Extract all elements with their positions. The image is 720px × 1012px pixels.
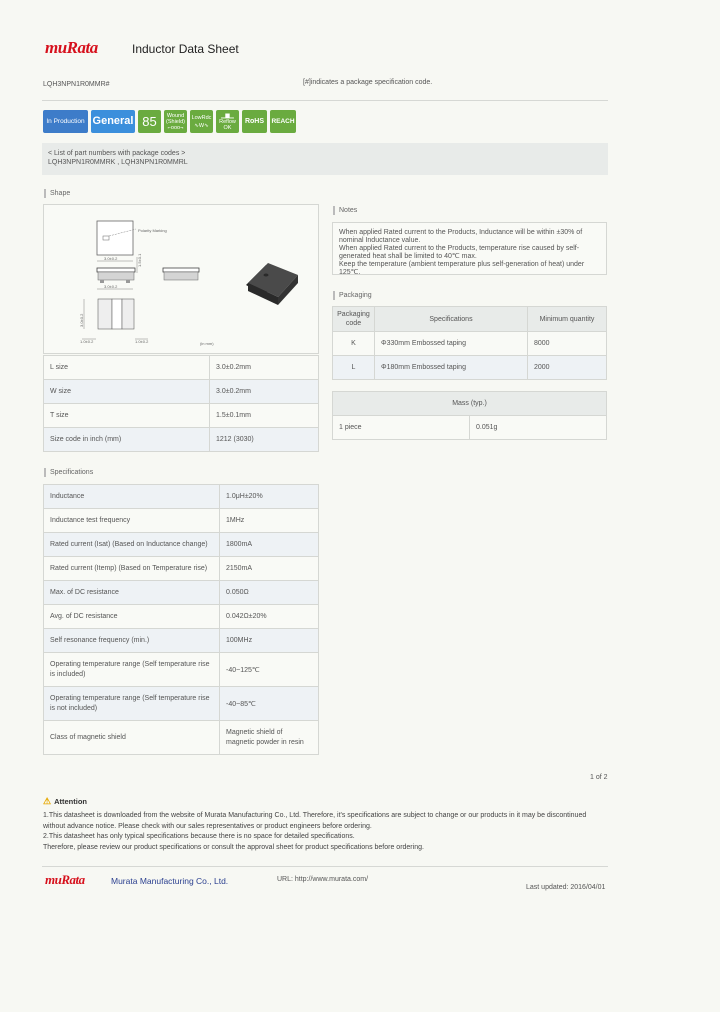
table-row: K Φ330mm Embossed taping 8000: [333, 332, 607, 356]
page-indicator: 1 of 2: [590, 774, 608, 781]
svg-text:3.0±0.2: 3.0±0.2: [104, 256, 118, 261]
notes-box: [332, 222, 607, 275]
table-row: Rated current (Itemp) (Based on Temperature rise) 2150mA: [44, 557, 319, 581]
badge-rohs: RoHS: [242, 110, 267, 133]
last-updated: Last updated: 2016/04/01: [526, 884, 606, 891]
murata-logo: muRata: [45, 38, 98, 57]
reflow-icon: ▁▆▁ Reflow OK: [219, 112, 236, 131]
table-row: Operating temperature range (Self temperature rise is included) -40~125℃: [44, 653, 319, 687]
footer-url[interactable]: URL: http://www.murata.com/: [277, 876, 369, 883]
table-header-row: Packaging code Specifications Minimum quantity: [333, 307, 607, 332]
attention-line: 2.This datasheet has only typical specifications because there is no space for detailed specifications.: [43, 833, 355, 840]
badge-reach: REACH: [270, 110, 296, 133]
part-list-box: [42, 143, 608, 175]
attention-line: Therefore, please review our product specifications or consult the approval sheet for product specifications before ordering.: [43, 843, 424, 851]
shape-table: [43, 355, 319, 452]
svg-text:3.0±0.2: 3.0±0.2: [104, 284, 118, 289]
table-row: Inductance 1.0μH±20%: [44, 485, 319, 509]
part-list-parts: LQH3NPN1R0MMRK , LQH3NPN1R0MMRL: [48, 159, 188, 166]
attention-text: [43, 811, 613, 853]
shape-diagram: [43, 204, 319, 354]
svg-text:(in mm): (in mm): [200, 341, 214, 346]
status-badge-in-production: In Production: [43, 110, 88, 133]
table-row: Operating temperature range (Self temperature rise is not included) -40~85℃: [44, 687, 319, 721]
table-row: T size 1.5±0.1mm: [44, 404, 319, 428]
specifications-section-label: Specifications: [44, 468, 93, 477]
package-note: [#]indicates a package specification code.: [303, 79, 433, 86]
svg-text:1.0±0.2: 1.0±0.2: [135, 339, 149, 344]
table-row: Size code in inch (mm) 1212 (3030): [44, 428, 319, 452]
packaging-section-label: Packaging: [333, 291, 372, 300]
part-number: LQH3NPN1R0MMR#: [43, 81, 110, 88]
table-row: 1 piece 0.051g: [333, 416, 607, 440]
note-line: When applied Rated current to the Products, temperature rise caused by self-generated heat shall be limited to 40℃ max.: [339, 245, 580, 260]
table-row: L Φ180mm Embossed taping 2000: [333, 356, 607, 380]
table-row: Avg. of DC resistance 0.042Ω±20%: [44, 605, 319, 629]
mass-table: [332, 391, 607, 440]
badge-reflow-ok: [216, 110, 239, 133]
attention-line: 1.This datasheet is downloaded from the website of Murata Manufacturing Co., Ltd. Therefore, it's specifications are subject to change or our products in it may be discontinued: [43, 812, 587, 819]
table-row: W size 3.0±0.2mm: [44, 380, 319, 404]
packaging-table: [332, 306, 607, 380]
table-row: Inductance test frequency 1MHz: [44, 509, 319, 533]
badge-wound-shield: [164, 110, 187, 133]
dimension-drawing: [44, 205, 320, 355]
svg-text:3.0±0.2: 3.0±0.2: [79, 313, 84, 327]
note-line: Keep the temperature (ambient temperature plus self-generation of heat) under 125℃.: [339, 261, 585, 276]
wound-shield-icon: Wound (Shield) ⌐ooo¬: [166, 112, 185, 131]
svg-text:1.5±0.1: 1.5±0.1: [137, 253, 142, 267]
footer-company: Murata Manufacturing Co., Ltd.: [111, 876, 229, 886]
table-row: Rated current (Isat) (Based on Inductance change) 1800mA: [44, 533, 319, 557]
low-rdc-icon: LowRdc ∿W∿: [191, 114, 212, 129]
inductor-photo: [246, 263, 298, 305]
svg-text:1.0±0.2: 1.0±0.2: [80, 339, 94, 344]
table-header-row: Mass (typ.): [333, 392, 607, 416]
svg-text:Polarity Marking: Polarity Marking: [138, 228, 167, 233]
footer-divider: [42, 866, 608, 867]
attention-line: without advance notice. Please check with our sales representatives or product engineers before ordering.: [43, 822, 372, 830]
table-row: Self resonance frequency (min.) 100MHz: [44, 629, 319, 653]
table-row: L size 3.0±0.2mm: [44, 356, 319, 380]
notes-section-label: Notes: [333, 206, 357, 215]
shape-section-label: Shape: [44, 189, 70, 198]
page-title: Inductor Data Sheet: [132, 42, 239, 56]
divider: [42, 100, 608, 101]
specifications-table: [43, 484, 319, 755]
note-line: When applied Rated current to the Products, Inductance will be within ±30% of nominal Inductance value.: [339, 229, 583, 244]
attention-title: ⚠ Attention: [43, 796, 87, 806]
table-row: Max. of DC resistance 0.050Ω: [44, 581, 319, 605]
status-badge-general: General: [91, 110, 135, 133]
footer-murata-logo: muRata: [45, 872, 85, 887]
badge-row: [43, 110, 296, 133]
table-row: Class of magnetic shield Magnetic shield of magnetic powder in resin: [44, 721, 319, 755]
badge-low-rdc: [190, 110, 213, 133]
part-list-heading: < List of part numbers with package codes >: [48, 150, 186, 157]
badge-85c: 85: [138, 110, 161, 133]
warning-icon: ⚠: [43, 796, 52, 806]
